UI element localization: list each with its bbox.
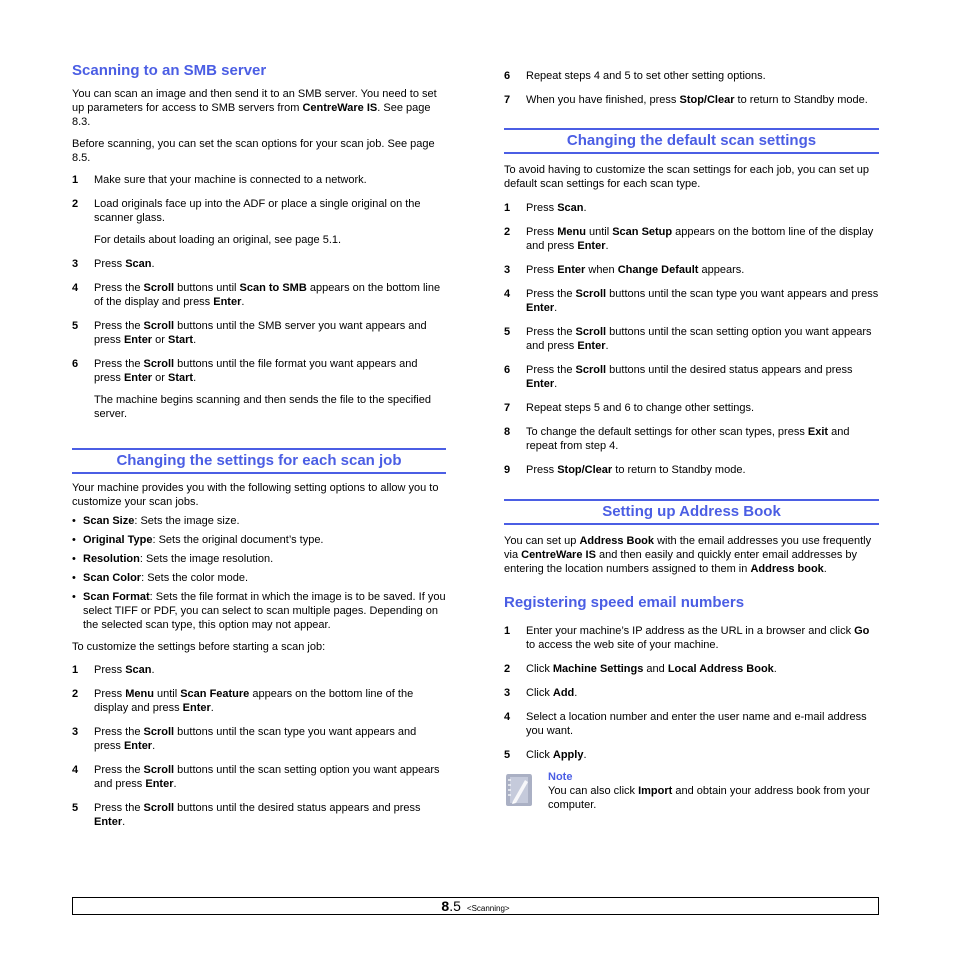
step-item [72,197,446,225]
page-number-minor: .5 [449,898,461,914]
step-number: 2 [504,663,511,675]
step-number: 4 [72,764,79,776]
plain-text: to return to Standby mode. [734,94,868,106]
step-item [504,69,879,83]
emphasis-text: Exit [807,426,829,438]
plain-text: . [193,334,197,346]
default-heading: Changing the default scan settings [504,128,879,154]
smb-heading: Scanning to an SMB server [72,62,267,79]
emphasis-text: Address book [750,563,824,575]
emphasis-text: Scan Feature [180,688,250,700]
plain-text: appears on the bottom line of the display and press [526,226,874,252]
default-steps [504,201,879,477]
step-number: 1 [72,664,79,676]
emphasis-text: Enter [145,778,174,790]
step-item [504,201,879,215]
plain-text: Click [526,749,553,761]
plain-text: . [574,687,578,699]
step-item [72,281,446,309]
emphasis-text: Start [168,334,194,346]
step-number: 6 [72,358,79,370]
plain-text: buttons until the desired status appears and press [606,364,853,376]
step-number: 1 [504,202,511,214]
step-item [504,325,879,353]
smb-steps-continued [504,69,879,107]
step-text [526,69,879,83]
step-text [526,748,879,762]
speed-heading: Registering speed email numbers [504,594,745,611]
plain-text: Repeat steps 5 and 6 to change other settings. [526,402,755,414]
step-text [526,401,879,415]
plain-text: You can set up [504,535,580,547]
page-number-major: 8 [441,898,450,914]
plain-text: Press [526,202,558,214]
emphasis-text: Menu [125,688,154,700]
plain-text: and then easily and quickly enter email addresses by entering the location numbers assigned to them in [504,549,858,575]
plain-text: . [173,778,177,790]
plain-text: . [151,258,155,270]
step-text [526,662,879,676]
address-intro [504,534,879,576]
step-text [94,257,446,271]
emphasis-text: Enter [213,296,242,308]
step-item [504,748,879,762]
step-text [526,624,879,652]
plain-text: Make sure that your machine is connected to a network. [94,174,367,186]
each-job-lead: To customize the settings before starting a scan job: [72,641,326,653]
emphasis-text: Enter [94,816,123,828]
plain-text: You can also click [548,785,639,797]
step-text [94,197,446,225]
step-item [504,287,879,315]
step-item [72,319,446,347]
step-number: 5 [72,320,79,332]
plain-text: buttons until the scan type you want appears and press [606,288,879,300]
plain-text: Load originals face up into the ADF or place a single original on the scanner glass. [94,198,421,224]
emphasis-text: Import [638,785,673,797]
emphasis-text: Enter [123,740,153,752]
step-text [94,173,446,187]
step-item [504,425,879,453]
emphasis-text: CentreWare IS [521,549,596,561]
emphasis-text: Scroll [575,326,607,338]
bullet-text [83,552,446,566]
plain-text: Enter your machine’s IP address as the URL in a browser and click [526,625,855,637]
step-item [504,463,879,477]
plain-text: . [151,664,155,676]
page-footer [72,897,879,915]
bullet-description: : Sets the image size. [134,515,240,527]
note-text [548,784,879,812]
plain-text: . [823,563,827,575]
bullet-text [83,590,446,632]
step-text [94,663,446,677]
plain-text: Press [526,264,558,276]
emphasis-text: Scan [557,202,584,214]
step-number: 3 [72,258,79,270]
plain-text: . [122,816,126,828]
step-text [94,763,446,791]
bullet-marker: • [72,534,76,546]
left-column [72,62,446,829]
plain-text: . [583,202,587,214]
plain-text: Press [94,258,126,270]
each-job-intro: Your machine provides you with the following setting options to allow you to customize your scan jobs. [72,482,439,508]
plain-text: When you have finished, press [526,94,680,106]
plain-text: or [152,372,168,384]
step-number: 4 [504,288,511,300]
plain-text: . [241,296,245,308]
plain-text: . [773,663,777,675]
emphasis-text: Scan Setup [612,226,673,238]
plain-text: Press the [94,282,144,294]
plain-text: with the email addresses you use frequently via [504,535,872,561]
emphasis-text: Stop/Clear [557,464,613,476]
bullet-item [72,514,446,528]
emphasis-text: Stop/Clear [679,94,735,106]
step-item [72,663,446,677]
step-text [526,287,879,315]
plain-text: Press the [526,364,576,376]
step-number: 2 [72,688,79,700]
plain-text: Press the [94,320,144,332]
step-number: 1 [72,174,79,186]
step-text [94,687,446,715]
step-number: 5 [72,802,79,814]
step-item [504,662,879,676]
plain-text: . [193,372,197,384]
emphasis-text: Scroll [575,364,607,376]
step-text [526,363,879,391]
step-item [504,624,879,652]
step-text [94,281,446,309]
emphasis-text: Scan to SMB [239,282,307,294]
step-item [504,263,879,277]
step-item [72,687,446,715]
plain-text: You can scan an image and then send it to an SMB server. You need to set up parameters for access to SMB servers from [72,88,437,114]
emphasis-text: Address Book [579,535,655,547]
emphasis-text: Scroll [143,726,175,738]
address-heading: Setting up Address Book [504,499,879,525]
emphasis-text: Start [168,372,194,384]
plain-text: Select a location number and enter the user name and e-mail address you want. [526,711,867,737]
plain-text: and obtain your address book from your computer. [548,785,870,811]
bullet-term: Original Type [83,534,153,546]
emphasis-text: Apply [552,749,584,761]
step-number: 1 [504,625,511,637]
step-item [504,401,879,415]
plain-text: Press [94,664,126,676]
plain-text: Press [526,464,558,476]
emphasis-text: Scroll [143,358,175,370]
plain-text: buttons until the desired status appears and press [174,802,421,814]
plain-text: Click [526,687,553,699]
step-item [72,725,446,753]
plain-text: Press the [94,802,144,814]
smb-intro-1 [72,87,446,129]
emphasis-text: Enter [557,264,586,276]
smb-intro-2: Before scanning, you can set the scan options for your scan job. See page 8.5. [72,138,435,164]
bullet-term: Scan Format [83,591,150,603]
step-item [72,763,446,791]
plain-text: Repeat steps 4 and 5 to set other setting options. [526,70,766,82]
step-text [94,319,446,347]
plain-text: To change the default settings for other scan types, press [526,426,808,438]
plain-text: Press the [526,288,576,300]
step-text [94,801,446,829]
step-number: 6 [504,70,511,82]
plain-text: . [605,340,609,352]
step-text [526,263,879,277]
bullet-term: Scan Color [83,572,142,584]
plain-text: . [583,749,587,761]
emphasis-text: Go [854,625,870,637]
plain-text: Press the [94,358,144,370]
plain-text: buttons until the scan setting option you want appears and press [526,326,872,352]
step-text [526,463,879,477]
plain-text: to return to Standby mode. [612,464,746,476]
emphasis-text: Enter [526,302,555,314]
emphasis-text: Add [552,687,575,699]
plain-text: or [152,334,168,346]
emphasis-text: Scroll [143,320,175,332]
step-text [526,425,879,453]
plain-text: buttons until the scan setting option you want appears and press [94,764,440,790]
step-note: For details about loading an original, see page 5.1. [94,234,342,246]
step-note: The machine begins scanning and then sends the file to the specified server. [94,394,431,420]
plain-text: . [554,378,558,390]
step-text [526,93,879,107]
step-text [526,710,879,738]
step-text [94,725,446,753]
each-job-steps [72,663,446,829]
bullet-text [83,571,446,585]
plain-text: appears on the bottom line of the display and press [94,282,441,308]
emphasis-text: Scroll [143,802,175,814]
plain-text: Press the [94,726,144,738]
plain-text: and [643,663,668,675]
step-item [72,801,446,829]
right-column [504,62,879,812]
plain-text: Click [526,663,553,675]
step-number: 2 [504,226,511,238]
step-number: 6 [504,364,511,376]
step-item [504,93,879,107]
note-pencil-icon [504,771,534,807]
plain-text: until [153,688,181,700]
step-number: 3 [504,264,511,276]
bullet-description: : Sets the image resolution. [139,553,274,565]
step-item [72,257,446,271]
emphasis-text: Enter [577,340,606,352]
emphasis-text: CentreWare IS [302,102,378,114]
step-item [504,710,879,738]
plain-text: buttons until the scan type you want appears and press [94,726,417,752]
step-number: 8 [504,426,511,438]
emphasis-text: Change Default [617,264,699,276]
plain-text: until [585,226,613,238]
bullet-marker: • [72,553,76,565]
step-item [504,225,879,253]
step-number: 4 [72,282,79,294]
step-text [526,686,879,700]
plain-text: buttons until the SMB server you want appears and press [94,320,427,346]
plain-text: when [585,264,618,276]
plain-text: buttons until [174,282,240,294]
emphasis-text: Scan [125,258,152,270]
emphasis-text: Enter [123,334,153,346]
emphasis-text: Scroll [143,282,175,294]
step-number: 5 [504,326,511,338]
step-item [72,173,446,187]
emphasis-text: Machine Settings [552,663,644,675]
plain-text: . See page 8.3. [72,102,431,128]
note-box [504,770,879,812]
step-number: 7 [504,402,511,414]
bullet-marker: • [72,591,76,603]
plain-text: appears. [698,264,745,276]
step-text [526,325,879,353]
plain-text: . [210,702,214,714]
bullet-term: Resolution [83,553,140,565]
emphasis-text: Local Address Book [667,663,774,675]
step-number: 5 [504,749,511,761]
each-job-heading: Changing the settings for each scan job [72,448,446,474]
step-number: 2 [72,198,79,210]
bullet-text [83,533,446,547]
step-number: 9 [504,464,511,476]
bullet-text [83,514,446,528]
step-text [526,225,879,253]
emphasis-text: Enter [182,702,211,714]
step-item [72,357,446,385]
step-item [504,363,879,391]
bullet-item [72,533,446,547]
plain-text: buttons until the file format you want appears and press [94,358,418,384]
each-job-bullets [72,514,446,632]
emphasis-text: Scroll [143,764,175,776]
step-number: 7 [504,94,511,106]
step-item [504,686,879,700]
plain-text: . [554,302,558,314]
step-number: 3 [504,687,511,699]
speed-steps [504,624,879,762]
emphasis-text: Enter [123,372,153,384]
bullet-description: : Sets the file format in which the image is to be saved. If you select TIFF or PDF, you can select to scan multiple pages. Depending on the selected scan type, this option may not appear. [83,591,446,631]
bullet-term: Scan Size [83,515,135,527]
bullet-item [72,571,446,585]
step-text [526,201,879,215]
step-text [94,357,446,385]
plain-text: to access the web site of your machine. [526,639,719,651]
bullet-item [72,590,446,632]
step-number: 3 [72,726,79,738]
plain-text: and repeat from step 4. [526,426,850,452]
plain-text: . [152,740,156,752]
smb-steps [72,173,446,421]
plain-text: . [605,240,609,252]
bullet-marker: • [72,572,76,584]
plain-text: Press [94,688,126,700]
emphasis-text: Scroll [575,288,607,300]
emphasis-text: Enter [526,378,555,390]
emphasis-text: Enter [577,240,606,252]
chapter-label: <Scanning> [466,904,510,913]
emphasis-text: Menu [557,226,586,238]
note-title: Note [548,771,573,783]
step-number: 4 [504,711,511,723]
bullet-marker: • [72,515,76,527]
bullet-item [72,552,446,566]
bullet-description: : Sets the original document’s type. [152,534,324,546]
emphasis-text: Scan [125,664,152,676]
default-intro: To avoid having to customize the scan settings for each job, you can set up default scan settings for each scan type. [504,164,870,190]
plain-text: Press the [94,764,144,776]
plain-text: Press [526,226,558,238]
plain-text: appears on the bottom line of the display and press [94,688,414,714]
bullet-description: : Sets the color mode. [141,572,249,584]
plain-text: Press the [526,326,576,338]
